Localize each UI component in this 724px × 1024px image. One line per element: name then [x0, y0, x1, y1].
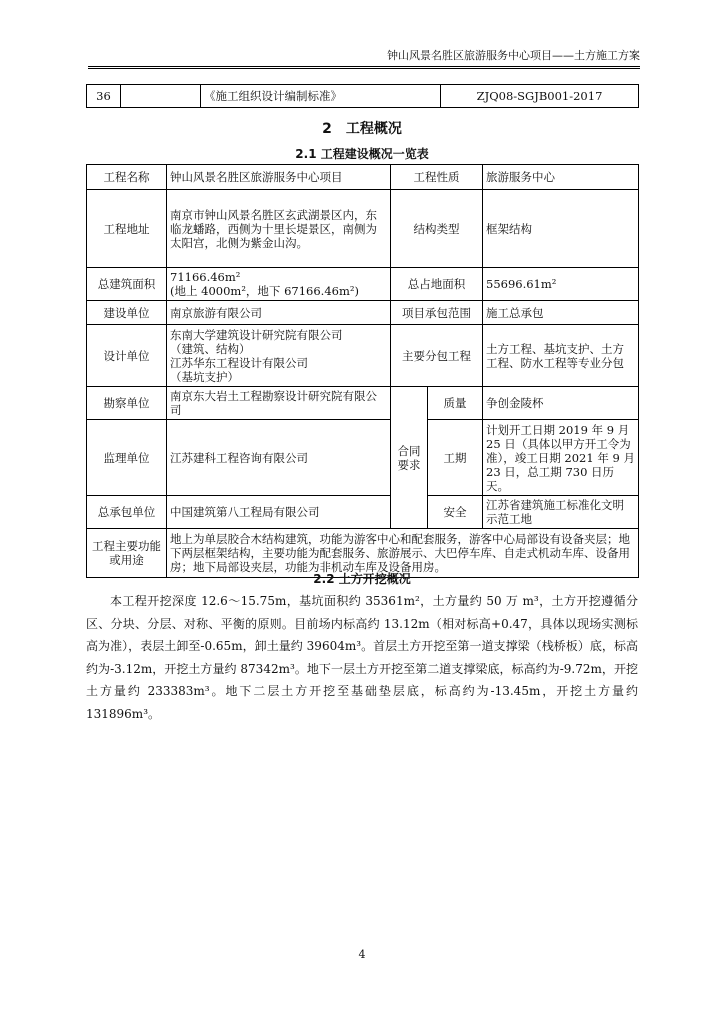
- label-contract-scope: 项目承包范围: [391, 301, 483, 325]
- table-row: [87, 268, 639, 301]
- value-project-name: 钟山风景名胜区旅游服务中心项目: [167, 165, 391, 190]
- label-survey-unit: 勘察单位: [87, 387, 167, 420]
- subsection-title-earthwork: 2.2 土方开挖概况: [313, 572, 411, 586]
- value-main-function: 地上为单层胶合木结构建筑，功能为游客中心和配套服务，游客中心局部设有设备夹层；地下两层框架结构，主要功能为配套服务、旅游展示、大巴停车库、自走式机动车库、设备用房；地下局部设夹层，功能为非机动车库及设备用房。: [167, 529, 639, 578]
- design-unit-2: 江苏华东工程设计有限公司: [170, 355, 308, 370]
- label-owner: 建设单位: [87, 301, 167, 325]
- table-row: [87, 165, 639, 190]
- value-project-address: 南京市钟山风景名胜区玄武湖景区内，东临龙蟠路，西侧为十里长堤景区，南侧为太阳宫，北侧为紫金山沟。: [167, 190, 391, 268]
- label-general-contractor: 总承包单位: [87, 496, 167, 529]
- value-contract-scope: 施工总承包: [483, 301, 639, 325]
- label-schedule: 工期: [428, 420, 483, 496]
- label-site-area: 总占地面积: [391, 268, 483, 301]
- project-overview-table: [86, 164, 639, 578]
- value-general-contractor: 中国建筑第八工程局有限公司: [167, 496, 391, 529]
- value-schedule: 计划开工日期 2019 年 9 月 25 日（具体以甲方开工令为准），竣工日期 2021 年 9 月 23 日，总工期 730 日历天。: [483, 420, 639, 496]
- value-site-area: 55696.61m²: [483, 268, 639, 301]
- label-subcontracts: 主要分包工程: [391, 325, 483, 387]
- total-area-main: 71166.46m²: [170, 270, 241, 284]
- value-subcontracts: 土方工程、基坑支护、土方工程、防水工程等专业分包: [483, 325, 639, 387]
- page-number: 4: [358, 948, 366, 961]
- subsection-title-overview: 2.1 工程建设概况一览表: [295, 147, 429, 161]
- ref-code: ZJQ08-SGJB001-2017: [441, 85, 639, 108]
- table-row: [87, 387, 639, 420]
- label-contract-requirements: 合同要求: [391, 387, 428, 529]
- design-unit-1-scope: （建筑、结构）: [170, 341, 251, 356]
- ref-number: 36: [87, 85, 121, 108]
- header-rule: [88, 66, 640, 67]
- label-quality: 质量: [428, 387, 483, 420]
- label-project-address: 工程地址: [87, 190, 167, 268]
- design-unit-1: 东南大学建筑设计研究院有限公司: [170, 327, 343, 342]
- value-survey-unit: 南京东大岩土工程勘察设计研究院有限公司: [167, 387, 391, 420]
- table-row: [87, 190, 639, 268]
- reference-table: [86, 84, 639, 108]
- ref-blank: [121, 85, 201, 108]
- value-total-area: [167, 268, 391, 301]
- ref-name: 《施工组织设计编制标准》: [201, 85, 441, 108]
- label-structure-type: 结构类型: [391, 190, 483, 268]
- label-supervisor: 监理单位: [87, 420, 167, 496]
- label-total-area: 总建筑面积: [87, 268, 167, 301]
- label-project-nature: 工程性质: [391, 165, 483, 190]
- label-safety: 安全: [428, 496, 483, 529]
- value-quality: 争创金陵杯: [483, 387, 639, 420]
- table-row: [87, 496, 639, 529]
- header-rule-double: [88, 68, 640, 69]
- table-row: [87, 85, 639, 108]
- section-title: 2 工程概况: [322, 121, 402, 137]
- value-safety: 江苏省建筑施工标准化文明示范工地: [483, 496, 639, 529]
- label-project-name: 工程名称: [87, 165, 167, 190]
- table-row: [87, 325, 639, 387]
- value-structure-type: 框架结构: [483, 190, 639, 268]
- label-design-unit: 设计单位: [87, 325, 167, 387]
- page-header: 钟山风景名胜区旅游服务中心项目——土方施工方案: [387, 49, 640, 62]
- total-area-breakdown: (地上 4000m²，地下 67166.46m²): [170, 284, 359, 298]
- value-design-unit: [167, 325, 391, 387]
- value-owner: 南京旅游有限公司: [167, 301, 391, 325]
- value-project-nature: 旅游服务中心: [483, 165, 639, 190]
- design-unit-2-scope: （基坑支护）: [170, 369, 239, 384]
- table-row: [87, 301, 639, 325]
- value-supervisor: 江苏建科工程咨询有限公司: [167, 420, 391, 496]
- table-row: [87, 420, 639, 496]
- label-main-function: 工程主要功能或用途: [87, 529, 167, 578]
- earthwork-paragraph: 本工程开挖深度 12.6～15.75m，基坑面积约 35361m²，土方量约 50 万 m³，土方开挖遵循分区、分块、分层、对称、平衡的原则。目前场内标高约 13.12m（相对标高+0.47，具体以现场实测标高为准），表层土卸至-0.65m，卸土量约 39604m³。首层土方开挖至第一道支撑梁（栈桥板）底，标高约为-3.12m，开挖土方量约 87342m³。地下一层土方开挖至第二道支撑梁底，标高约为-9.72m，开挖土方量约 233383m³。地下二层土方开挖至基础垫层底，标高约为-13.45m，开挖土方量约 131896m³。: [86, 594, 638, 721]
